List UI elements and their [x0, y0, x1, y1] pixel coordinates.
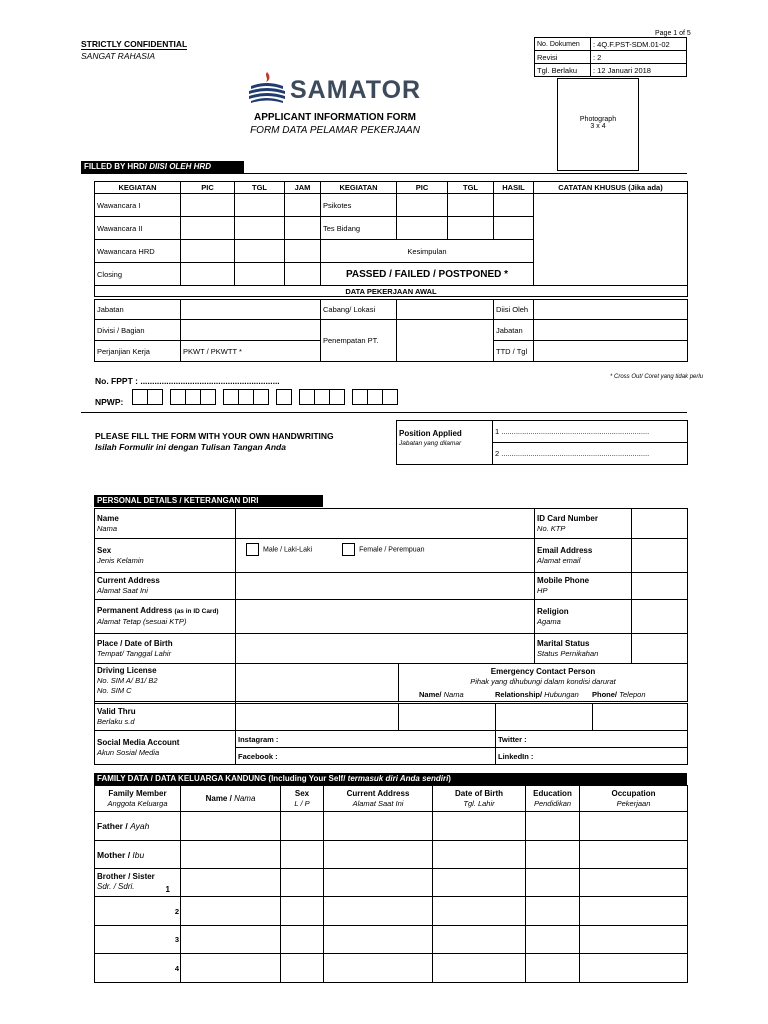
table-row-cell[interactable]	[526, 812, 580, 841]
row-psikotes: Psikotes	[321, 194, 397, 217]
license-field[interactable]	[236, 664, 399, 702]
cell[interactable]	[181, 240, 235, 263]
sex-label-cell: Sex Jenis Kelamin	[95, 539, 236, 573]
emg-relationship-field[interactable]	[496, 704, 593, 731]
table-row-cell[interactable]	[526, 869, 580, 897]
cell[interactable]	[285, 194, 321, 217]
email-label-cell: Email Address Alamat email	[535, 539, 632, 573]
table-row-cell[interactable]	[181, 926, 281, 954]
personal-details-table	[94, 508, 688, 702]
email-field[interactable]	[632, 539, 688, 573]
handwriting-instruction-id: Isilah Formulir ini dengan Tulisan Tangan Anda	[95, 442, 286, 452]
table-row-cell[interactable]	[324, 812, 433, 841]
table-row-cell[interactable]	[433, 897, 526, 926]
table-row-cell[interactable]	[324, 954, 433, 983]
revisi-value: : 2	[591, 51, 687, 64]
row-wawancara-2: Wawancara II	[95, 217, 181, 240]
mobile-field[interactable]	[632, 573, 688, 600]
current-address-field[interactable]	[236, 573, 535, 600]
hdr-tgl-2: TGL	[448, 182, 494, 194]
jabatan-label: Jabatan	[95, 300, 181, 320]
doc-no-label: No. Dokumen	[535, 38, 591, 51]
hdr-occupation: Occupation Pekerjaan	[580, 786, 688, 812]
cell[interactable]	[494, 217, 534, 240]
diisi-oleh-label: Diisi Oleh	[494, 300, 534, 320]
confidential-label: STRICTLY CONFIDENTIAL	[81, 39, 188, 49]
family-table	[94, 785, 688, 983]
tgl-berlaku-value: : 12 Januari 2018	[591, 64, 687, 77]
pkwt-options[interactable]: PKWT / PKWTT *	[181, 341, 321, 362]
table-row-cell[interactable]	[580, 926, 688, 954]
religion-label-cell: Religion Agama	[535, 600, 632, 634]
table-row-cell[interactable]	[281, 954, 324, 983]
table-row-cell[interactable]	[281, 812, 324, 841]
row-closing: Closing	[95, 263, 181, 286]
emg-name-field[interactable]	[399, 704, 496, 731]
marital-label-cell: Marital Status Status Pernikahan	[535, 634, 632, 664]
no-fppt-field[interactable]: No. FPPT : ...........................................................	[95, 376, 280, 386]
table-row-cell[interactable]	[181, 841, 281, 869]
linkedin-field[interactable]: LinkedIn :	[496, 748, 688, 765]
form-title-id: FORM DATA PELAMAR PEKERJAAN	[250, 125, 420, 136]
sibling-number-4: 4	[95, 954, 181, 983]
jabatan-2-field[interactable]	[534, 320, 688, 341]
religion-field[interactable]	[632, 600, 688, 634]
jabatan-2-label: Jabatan	[494, 320, 534, 341]
position-label-id: Jabatan yang dilamar	[399, 440, 462, 447]
cell[interactable]	[494, 194, 534, 217]
emg-relationship-header: Relationship/ Hubungan	[495, 690, 579, 699]
table-row-cell[interactable]	[526, 926, 580, 954]
family-data-bar: FAMILY DATA / DATA KELUARGA KANDUNG (Including Your Self/ termasuk diri Anda sendiri)	[94, 773, 687, 785]
hdr-jam: JAM	[285, 182, 321, 194]
table-row-cell[interactable]	[181, 812, 281, 841]
photo-size: 3 x 4	[590, 123, 606, 130]
table-row-cell[interactable]	[281, 841, 324, 869]
birth-label-cell: Place / Date of Birth Tempat/ Tanggal Lahir	[95, 634, 236, 664]
hrd-table	[94, 181, 688, 297]
valid-social-table	[94, 703, 688, 765]
cabang-field[interactable]	[397, 300, 494, 320]
hdr-kegiatan-2: KEGIATAN	[321, 182, 397, 194]
mother-label: Mother / Ibu	[95, 841, 181, 869]
table-row-cell[interactable]	[181, 897, 281, 926]
table-row-cell[interactable]	[181, 954, 281, 983]
sex-options	[236, 539, 535, 573]
table-row-cell[interactable]	[526, 954, 580, 983]
photograph-box[interactable]	[557, 78, 639, 171]
sibling-number-3: 3	[95, 926, 181, 954]
table-row-cell[interactable]	[580, 869, 688, 897]
logo-text: SAMATOR	[290, 76, 422, 104]
confidential-label-id: SANGAT RAHASIA	[81, 51, 155, 61]
table-row-cell[interactable]	[181, 869, 281, 897]
table-row-cell[interactable]	[324, 897, 433, 926]
ttd-label: TTD / Tgl	[494, 341, 534, 362]
license-label-cell: Driving License No. SIM A/ B1/ B2 No. SIM C	[95, 664, 236, 702]
tgl-berlaku-label: Tgl. Berlaku	[535, 64, 591, 77]
divisi-label: Divisi / Bagian	[95, 320, 181, 341]
hdr-name: Name / Nama	[181, 786, 281, 812]
marital-field[interactable]	[632, 634, 688, 664]
cell[interactable]	[181, 217, 235, 240]
table-row-cell[interactable]	[281, 897, 324, 926]
hdr-pic-2: PIC	[397, 182, 448, 194]
table-row-cell[interactable]	[580, 954, 688, 983]
male-label: Male / Laki-Laki	[263, 546, 313, 554]
npwp-label: NPWP:	[95, 397, 124, 407]
table-row-cell[interactable]	[433, 841, 526, 869]
revisi-label: Revisi	[535, 51, 591, 64]
hdr-family-member: Family Member Anggota Keluarga	[95, 786, 181, 812]
table-row-cell[interactable]	[580, 897, 688, 926]
table-row-cell[interactable]	[433, 926, 526, 954]
position-label: Position Applied	[399, 429, 462, 438]
permanent-address-field[interactable]	[236, 600, 535, 634]
cell[interactable]	[181, 263, 235, 286]
hdr-catatan: CATATAN KHUSUS (Jika ada)	[534, 182, 688, 194]
samator-logo-icon	[247, 70, 287, 104]
cabang-label: Cabang/ Lokasi	[321, 300, 397, 320]
table-row-cell[interactable]	[324, 926, 433, 954]
kesimpulan-label: Kesimpulan	[321, 240, 534, 263]
penempatan-label: Penempatan PT.	[321, 320, 397, 362]
sibling-number-2: 2	[95, 897, 181, 926]
handwriting-instruction: PLEASE FILL THE FORM WITH YOUR OWN HANDWRITING	[95, 431, 334, 441]
hdr-current-address: Current Address Alamat Saat Ini	[324, 786, 433, 812]
table-row-cell[interactable]	[580, 812, 688, 841]
table-row-cell[interactable]	[433, 954, 526, 983]
table-row-cell[interactable]	[281, 926, 324, 954]
social-label-cell: Social Media Account Akun Sosial Media	[95, 731, 236, 765]
page-number: Page 1 of 5	[655, 30, 691, 37]
name-label-cell: Name Nama	[95, 509, 236, 539]
table-row-cell[interactable]	[433, 812, 526, 841]
valid-label-cell: Valid Thru Berlaku s.d	[95, 704, 236, 731]
position-choice-2[interactable]: 2 .......................................................................	[493, 443, 688, 465]
instagram-field[interactable]: Instagram :	[236, 731, 496, 748]
emg-name-header: Name/ Nama	[419, 690, 464, 699]
cell[interactable]	[235, 263, 285, 286]
cell[interactable]	[285, 263, 321, 286]
valid-field[interactable]	[236, 704, 399, 731]
perjanjian-label: Perjanjian Kerja	[95, 341, 181, 362]
position-applied-table	[396, 420, 688, 465]
position-label-cell	[397, 421, 493, 465]
cell[interactable]	[397, 217, 448, 240]
birth-field[interactable]	[236, 634, 535, 664]
permanent-address-label-cell: Permanent Address (as in ID Card) Alamat Tetap (sesuai KTP)	[95, 600, 236, 634]
hdr-pic: PIC	[181, 182, 235, 194]
father-label: Father / Ayah	[95, 812, 181, 841]
table-row-cell[interactable]	[526, 897, 580, 926]
cell[interactable]	[397, 194, 448, 217]
table-row-cell[interactable]	[324, 841, 433, 869]
result-options[interactable]: PASSED / FAILED / POSTPONED *	[321, 263, 534, 286]
hdr-hasil: HASIL	[494, 182, 534, 194]
table-row-cell[interactable]	[324, 869, 433, 897]
emg-phone-header: Phone/ Telepon	[592, 690, 646, 699]
hrd-section-bar: FILLED BY HRD/ DIISI OLEH HRD	[81, 161, 244, 173]
data-pekerjaan-title: DATA PEKERJAAN AWAL	[95, 286, 688, 297]
facebook-field[interactable]: Facebook :	[236, 748, 496, 765]
emergency-contact-header: Emergency Contact Person Pihak yang dihubungi dalam kondisi darurat	[399, 664, 688, 702]
data-pekerjaan-table	[94, 299, 688, 362]
current-address-label-cell: Current Address Alamat Saat Ini	[95, 573, 236, 600]
emergency-subheaders	[397, 690, 687, 703]
emg-phone-field[interactable]	[593, 704, 688, 731]
jabatan-field[interactable]	[181, 300, 321, 320]
cell[interactable]	[448, 217, 494, 240]
penempatan-field[interactable]	[397, 320, 494, 362]
female-label: Female / Perempuan	[359, 546, 425, 554]
table-row-cell[interactable]	[281, 869, 324, 897]
hdr-education: Education Pendidikan	[526, 786, 580, 812]
catatan-khusus-cell[interactable]	[534, 194, 688, 286]
row-wawancara-1: Wawancara I	[95, 194, 181, 217]
photo-label: Photograph	[579, 116, 617, 123]
table-row-cell[interactable]	[433, 869, 526, 897]
position-choice-1[interactable]: 1 .......................................................................	[493, 421, 688, 443]
table-row-cell[interactable]	[526, 841, 580, 869]
cross-out-note: * Cross Out/ Coret yang tidak perlu	[610, 374, 704, 380]
mobile-label-cell: Mobile Phone HP	[535, 573, 632, 600]
diisi-oleh-field[interactable]	[534, 300, 688, 320]
personal-details-bar: PERSONAL DETAILS / KETERANGAN DIRI	[94, 495, 323, 507]
cell[interactable]	[285, 217, 321, 240]
hdr-sex: Sex L / P	[281, 786, 324, 812]
cell[interactable]	[181, 194, 235, 217]
cell[interactable]	[235, 194, 285, 217]
hdr-kegiatan: KEGIATAN	[95, 182, 181, 194]
ttd-field[interactable]	[534, 341, 688, 362]
twitter-field[interactable]: Twitter :	[496, 731, 688, 748]
doc-no-value: : 4Q.F.PST-SDM.01-02	[591, 38, 687, 51]
cell[interactable]	[448, 194, 494, 217]
idcard-label-cell: ID Card Number No. KTP	[535, 509, 632, 539]
row-wawancara-hrd: Wawancara HRD	[95, 240, 181, 263]
hdr-tgl: TGL	[235, 182, 285, 194]
form-title: APPLICANT INFORMATION FORM	[253, 112, 417, 123]
male-checkbox[interactable]	[246, 543, 259, 556]
sibling-label: Brother / Sister Sdr. / Sdri. 1	[95, 869, 181, 897]
row-tes-bidang: Tes Bidang	[321, 217, 397, 240]
cell[interactable]	[285, 240, 321, 263]
female-checkbox[interactable]	[342, 543, 355, 556]
hdr-date-of-birth: Date of Birth Tgl. Lahir	[433, 786, 526, 812]
name-field[interactable]	[236, 509, 535, 539]
cell[interactable]	[235, 217, 285, 240]
doc-meta-table	[534, 37, 687, 77]
sibling-number-1: 1	[165, 885, 170, 894]
table-row-cell[interactable]	[580, 841, 688, 869]
npwp-field[interactable]	[95, 389, 397, 407]
idcard-field[interactable]	[632, 509, 688, 539]
cell[interactable]	[235, 240, 285, 263]
divisi-field[interactable]	[181, 320, 321, 341]
